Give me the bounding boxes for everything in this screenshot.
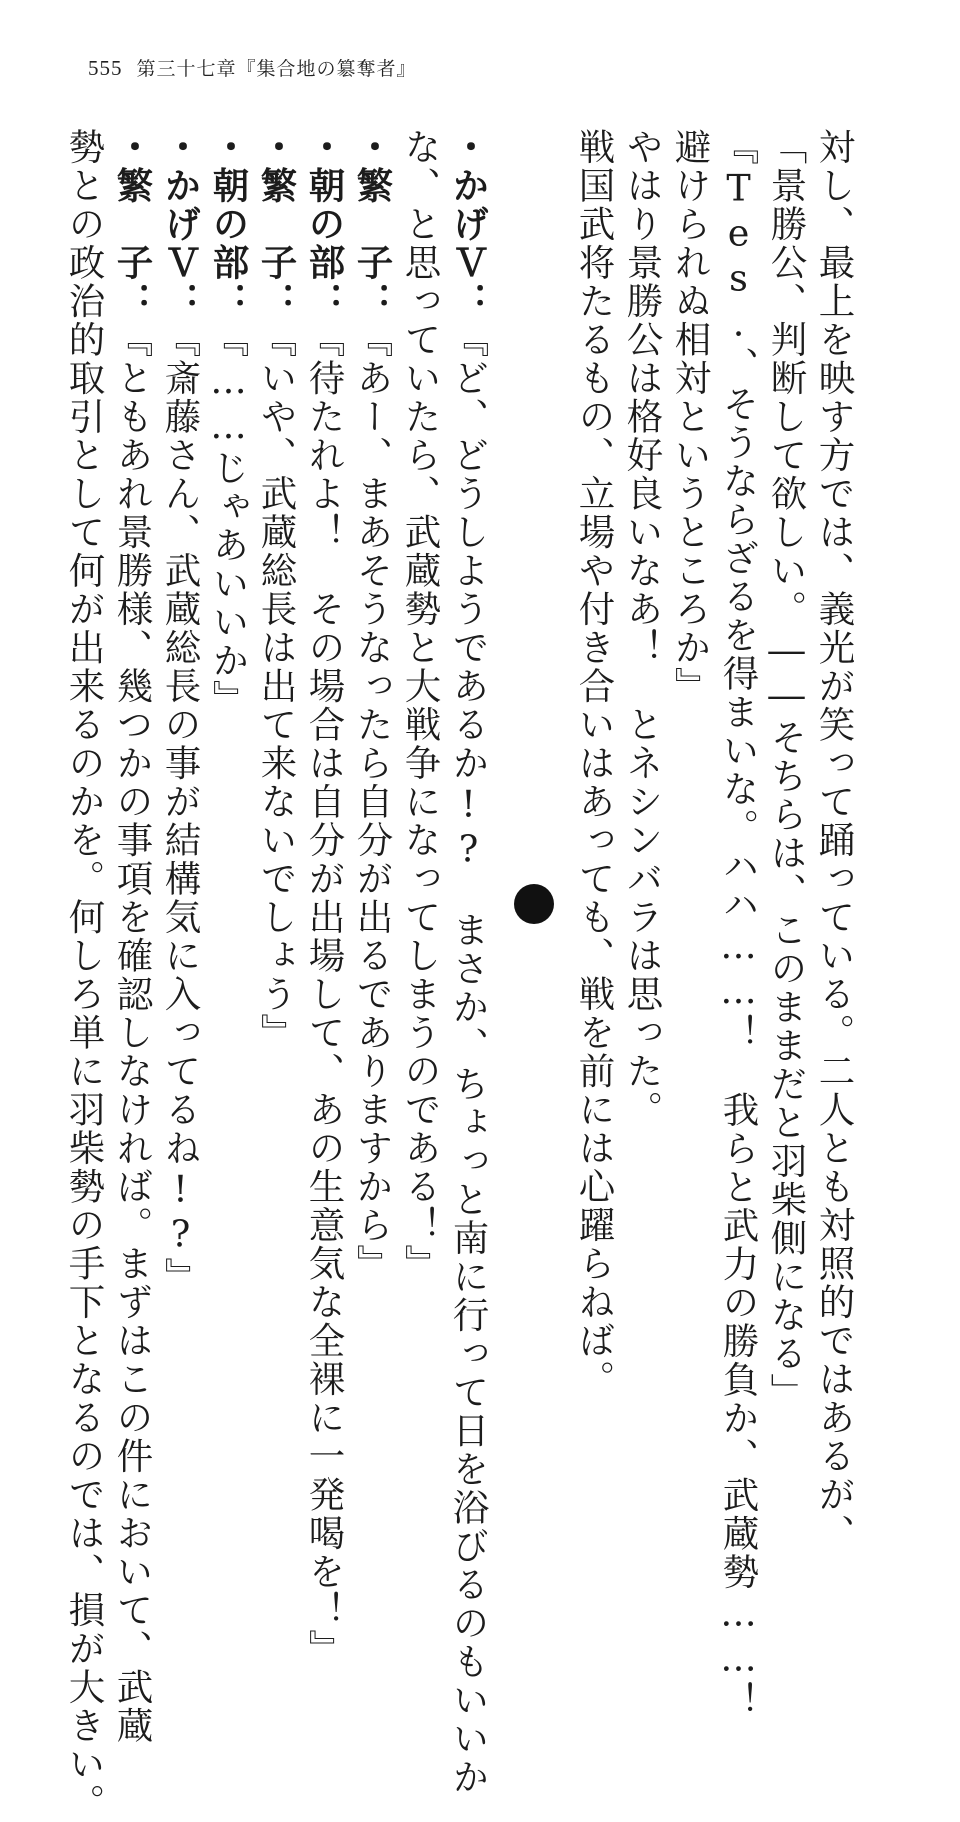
speaker-label: ・繁 子： (351, 128, 394, 321)
speaker-label: ・繁 子： (255, 128, 298, 321)
dialogue-line (158, 128, 202, 1296)
dialogue-line (446, 128, 490, 1797)
dialogue-text: な、と思っていたら、武蔵勢と大戦争になってしまうのである！』 (399, 128, 442, 1283)
speaker-label: ・繁 子： (111, 128, 154, 321)
dialogue-line (62, 128, 106, 1822)
chapter-title: 第三十七章『集合地の簒奪者』 (136, 58, 417, 80)
dialogue-text: 勢との政治的取引として何が出来るのかを。何しろ単に羽柴勢の手下となるのでは、損が大きい。 (63, 128, 106, 1822)
text-column: やはり景勝公は格好良いなあ！ とネシンバラは思った。 (621, 128, 664, 1129)
text-column: 『Tes.、そうならざるを得まいな。ハハ……！ 我らと武力の勝負か、武蔵勢……！ (717, 128, 760, 1720)
scene-break-mark (514, 884, 554, 924)
dialogue-text: 『ともあれ景勝様、幾つかの事項を確認しなければ。まずはこの件において、武蔵 (111, 320, 154, 1745)
dialogue-text: 『待たれよ！ その場合は自分が出場して、あの生意気な全裸に一発喝を！』 (303, 320, 346, 1668)
dialogue-line (350, 128, 394, 1283)
dialogue-line (254, 128, 298, 1052)
speaker-label: ・かげＶ： (159, 128, 202, 321)
dialogue-text: 『あー、まあそうなったら自分が出るでありますから』 (351, 320, 394, 1283)
dialogue-text: 『……じゃあいいか』 (207, 320, 250, 719)
speaker-label: ・朝の部： (207, 128, 250, 321)
text-column: 避けられぬ相対というところか』 (669, 128, 712, 706)
speaker-label: ・朝の部： (303, 128, 346, 321)
dialogue-line (110, 128, 154, 1745)
text-column: 「景勝公、判断して欲しい。――そちらは、このままだと羽柴側になる」 (765, 128, 808, 1412)
dialogue-text: 『斎藤さん、武蔵総長の事が結構気に入ってるね!?』 (159, 320, 202, 1296)
page-number: 555 (88, 56, 123, 80)
text-column: 対し、最上を映す方では、義光が笑って踊っている。二人とも対照的ではあるが、 (813, 128, 856, 1553)
speaker-label: ・かげＶ： (447, 128, 490, 321)
dialogue-line (398, 128, 442, 1283)
dialogue-line (302, 128, 346, 1668)
text-column: 戦国武将たるもの、立場や付き合いはあっても、戦を前には心躍らねば。 (573, 128, 616, 1399)
running-header (88, 54, 417, 81)
dialogue-line (206, 128, 250, 719)
dialogue-text: 『ど、どうしようであるか!? まさか、ちょっと南に行って日を浴びるのもいいか (447, 320, 490, 1797)
dialogue-text: 『いや、武蔵総長は出て来ないでしょう』 (255, 320, 298, 1052)
